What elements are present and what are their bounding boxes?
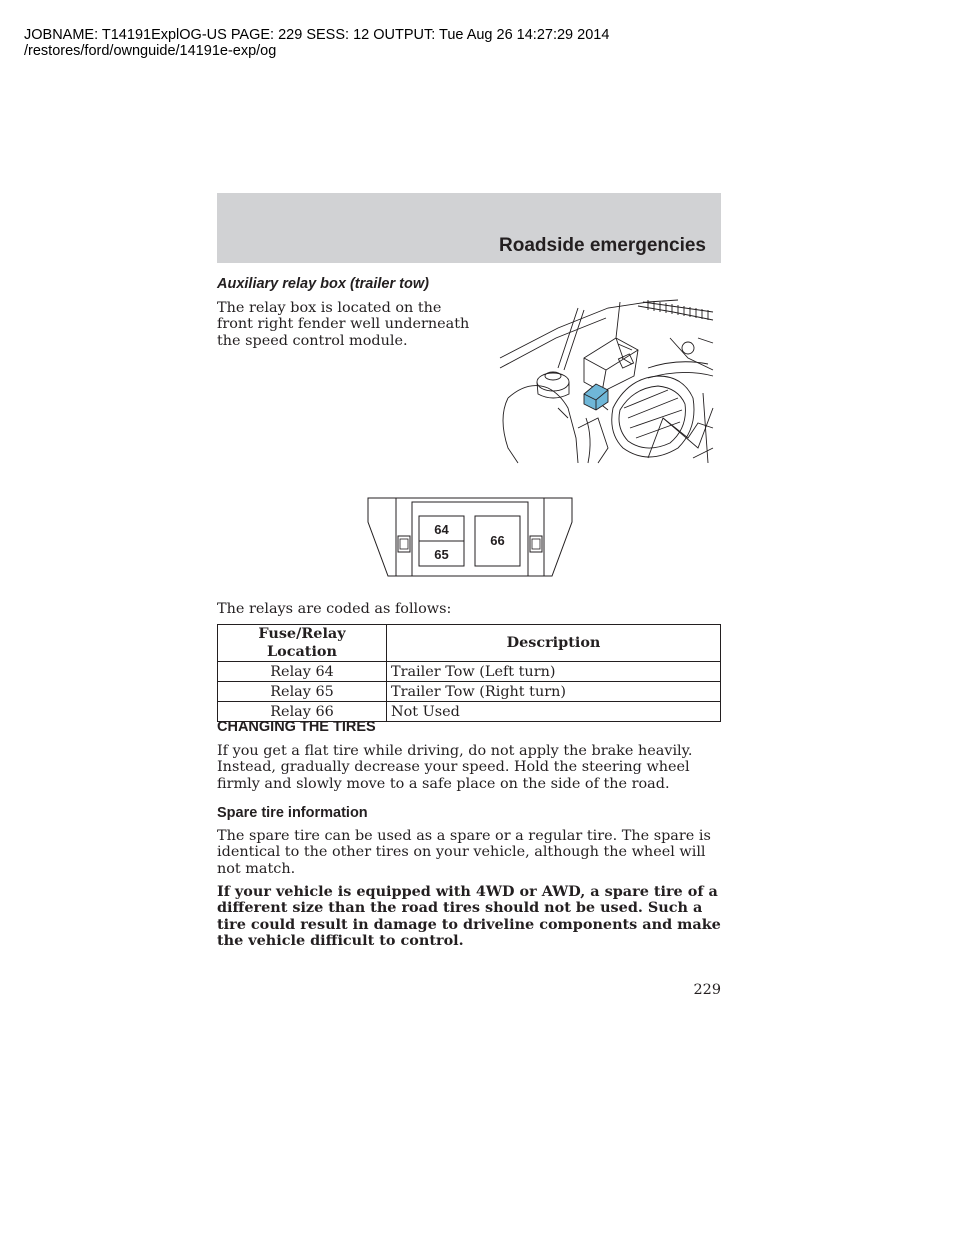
job-info xyxy=(24,27,609,59)
table-cell-location: Relay 64 xyxy=(218,662,387,682)
relay-label-64: 64 xyxy=(434,522,449,537)
relay-box-highlight xyxy=(584,384,608,410)
column-header-description: Description xyxy=(387,625,721,662)
relay-box-diagram xyxy=(366,496,574,580)
table-header-row xyxy=(218,625,721,662)
spare-tire-warning: If your vehicle is equipped with 4WD or AWD, a spare tire of a different size than the road tires should not be used. Such a tire could result in damage to driveline components and make the vehicle difficult to control. xyxy=(217,883,721,949)
table-cell-description: Trailer Tow (Right turn) xyxy=(387,682,721,702)
job-line-1: JOBNAME: T14191ExplOG-US PAGE: 229 SESS: 12 OUTPUT: Tue Aug 26 14:27:29 2014 xyxy=(24,27,610,43)
relay-label-65: 65 xyxy=(434,547,449,562)
section-title: Roadside emergencies xyxy=(499,235,706,256)
column-header-location: Fuse/Relay Location xyxy=(218,625,387,662)
table-cell-location: Relay 65 xyxy=(218,682,387,702)
table-cell-description: Not Used xyxy=(387,702,721,722)
relay-table xyxy=(217,624,721,722)
engine-compartment-illustration xyxy=(498,298,718,466)
spare-tire-text: The spare tire can be used as a spare or a regular tire. The spare is identical to the other tires on your vehicle, although the wheel will not match. xyxy=(217,828,711,877)
table-row xyxy=(218,662,721,682)
changing-tires-heading: CHANGING THE TIRES xyxy=(217,719,376,735)
relays-intro: The relays are coded as follows: xyxy=(217,601,452,617)
table-cell-location: Relay 66 xyxy=(218,702,387,722)
table-row xyxy=(218,682,721,702)
relay-label-66: 66 xyxy=(490,533,505,548)
page-number: 229 xyxy=(693,982,721,998)
table-cell-description: Trailer Tow (Left turn) xyxy=(387,662,721,682)
section-header-band xyxy=(217,193,721,263)
aux-relay-heading: Auxiliary relay box (trailer tow) xyxy=(217,276,429,292)
changing-tires-text: If you get a flat tire while driving, do not apply the brake heavily. Instead, gradually decrease your speed. Hold the steering wheel firmly and slowly move to a safe place on the side of the road. xyxy=(217,743,693,792)
aux-relay-text: The relay box is located on the front right fender well underneath the speed control module. xyxy=(217,300,470,349)
spare-tire-heading: Spare tire information xyxy=(217,805,368,821)
job-line-2: /restores/ford/ownguide/14191e-exp/og xyxy=(24,43,277,59)
